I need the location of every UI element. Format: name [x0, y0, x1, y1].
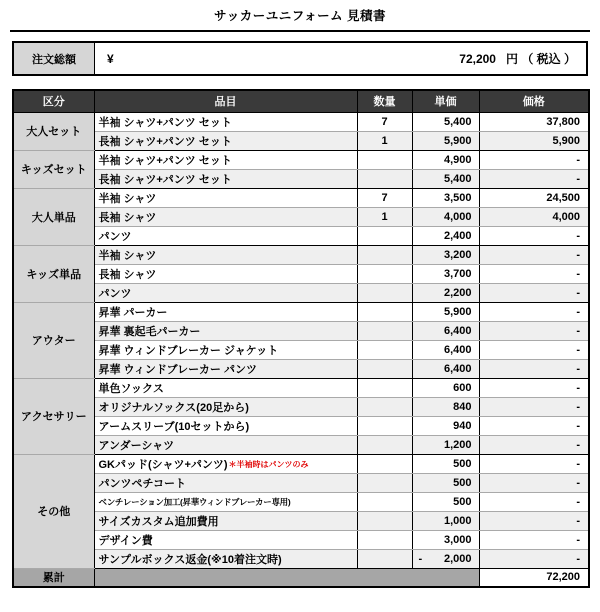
- sum-spacer: [94, 568, 479, 587]
- qty-cell: [357, 378, 412, 397]
- unit-price-cell: [412, 435, 479, 454]
- price-cell: -: [479, 340, 589, 359]
- unit-price-value: 3,500: [443, 191, 472, 204]
- unit-price-cell: [412, 302, 479, 321]
- category-cell: その他: [13, 454, 94, 568]
- item-name: パンツペチコート: [98, 477, 187, 490]
- item-note: ＊半袖時はパンツのみ: [228, 459, 309, 469]
- item-cell: [94, 264, 357, 283]
- unit-price-value: 3,000: [443, 533, 472, 546]
- category-cell: 大人単品: [13, 188, 94, 245]
- qty-cell: [357, 454, 412, 473]
- unit-price-value: 500: [453, 476, 472, 489]
- unit-price-cell: [412, 226, 479, 245]
- table-row: [13, 169, 589, 188]
- item-name: 半袖 シャツ: [98, 249, 157, 262]
- item-name: 単色ソックス: [98, 382, 164, 395]
- unit-price-value: 5,900: [443, 134, 472, 147]
- qty-cell: [357, 283, 412, 302]
- sum-row: [13, 568, 589, 587]
- table-row: [13, 188, 589, 207]
- header-category: 区分: [13, 90, 94, 112]
- item-name: 半袖 シャツ+パンツ セット: [98, 116, 232, 129]
- qty-cell: [357, 530, 412, 549]
- item-name: 長袖 シャツ: [98, 268, 157, 281]
- qty-cell: [357, 264, 412, 283]
- item-cell: [94, 511, 357, 530]
- unit-price-value: 2,000: [443, 552, 472, 565]
- quote-table: [12, 89, 590, 588]
- unit-price-cell: [412, 340, 479, 359]
- table-row: [13, 131, 589, 150]
- table-row: [13, 245, 589, 264]
- item-cell: [94, 340, 357, 359]
- unit-price-cell: [412, 283, 479, 302]
- qty-cell: 7: [357, 112, 412, 131]
- item-name: 長袖 シャツ+パンツ セット: [98, 173, 232, 186]
- item-name: 半袖 シャツ+パンツ セット: [98, 154, 232, 167]
- unit-price-value: 840: [453, 400, 472, 413]
- unit-price-cell: [412, 378, 479, 397]
- item-cell: [94, 549, 357, 568]
- qty-cell: [357, 169, 412, 188]
- item-cell: [94, 226, 357, 245]
- table-row: [13, 530, 589, 549]
- table-row: [13, 283, 589, 302]
- item-name: ベンチレーション加工(昇華ウィンドブレーカー専用): [98, 496, 291, 507]
- price-cell: 37,800: [479, 112, 589, 131]
- unit-price-value: 500: [453, 457, 472, 470]
- table-row: [13, 150, 589, 169]
- unit-price-cell: [412, 169, 479, 188]
- unit-price-value: 5,400: [443, 115, 472, 128]
- category-cell: アウター: [13, 302, 94, 378]
- unit-price-cell: [412, 188, 479, 207]
- header-unit-price: 単価: [412, 90, 479, 112]
- unit-price-cell: [412, 511, 479, 530]
- category-cell: キッズセット: [13, 150, 94, 188]
- qty-cell: [357, 397, 412, 416]
- item-name: アンダーシャツ: [98, 439, 175, 452]
- item-name: デザイン費: [98, 534, 153, 547]
- price-cell: -: [479, 321, 589, 340]
- order-total-body: [95, 43, 586, 74]
- qty-cell: [357, 492, 412, 511]
- item-cell: [94, 302, 357, 321]
- category-cell: 大人セット: [13, 112, 94, 150]
- price-cell: -: [479, 150, 589, 169]
- qty-cell: [357, 302, 412, 321]
- qty-cell: [357, 226, 412, 245]
- price-cell: 5,900: [479, 131, 589, 150]
- item-name: 長袖 シャツ: [98, 211, 157, 224]
- unit-price-cell: [412, 112, 479, 131]
- price-cell: -: [479, 169, 589, 188]
- price-cell: -: [479, 397, 589, 416]
- header-qty: 数量: [357, 90, 412, 112]
- unit-price-value: 6,400: [443, 343, 472, 356]
- qty-cell: [357, 511, 412, 530]
- table-row: [13, 454, 589, 473]
- unit-price-value: 2,400: [443, 229, 472, 242]
- price-cell: -: [479, 283, 589, 302]
- qty-cell: 1: [357, 131, 412, 150]
- title-underline: [10, 30, 590, 32]
- price-cell: -: [479, 226, 589, 245]
- unit-price-value: 2,200: [443, 286, 472, 299]
- item-cell: [94, 435, 357, 454]
- item-cell: [94, 188, 357, 207]
- table-row: [13, 302, 589, 321]
- item-name: サイズカスタム追加費用: [98, 515, 219, 528]
- item-name: 昇華 パーカー: [98, 306, 168, 319]
- page-title: サッカーユニフォーム 見積書: [213, 9, 387, 23]
- unit-price-value: 1,200: [443, 438, 472, 451]
- item-cell: [94, 492, 357, 511]
- item-cell: [94, 530, 357, 549]
- qty-cell: [357, 245, 412, 264]
- order-total-amount: 72,200: [459, 51, 496, 66]
- item-name: パンツ: [98, 230, 132, 243]
- unit-price-value: 3,200: [443, 248, 472, 261]
- unit-price-cell: [412, 321, 479, 340]
- unit-price-cell: [412, 549, 479, 568]
- minus-sign: -: [418, 552, 423, 565]
- table-row: [13, 207, 589, 226]
- item-name: 長袖 シャツ+パンツ セット: [98, 135, 232, 148]
- price-cell: -: [479, 302, 589, 321]
- unit-price-cell: [412, 397, 479, 416]
- quote-table-footer: [13, 568, 589, 587]
- qty-cell: [357, 473, 412, 492]
- unit-price-value: 5,400: [443, 172, 472, 185]
- unit-price-value: 6,400: [443, 324, 472, 337]
- sum-label: 累計: [13, 568, 94, 587]
- quote-table-header: [13, 90, 589, 112]
- price-cell: -: [479, 378, 589, 397]
- price-cell: -: [479, 264, 589, 283]
- item-cell: [94, 359, 357, 378]
- unit-price-value: 4,000: [443, 210, 472, 223]
- unit-price-cell: [412, 473, 479, 492]
- unit-price-cell: [412, 131, 479, 150]
- qty-cell: [357, 150, 412, 169]
- currency-symbol: ¥: [107, 51, 114, 66]
- item-cell: [94, 112, 357, 131]
- price-cell: 24,500: [479, 188, 589, 207]
- unit-price-cell: [412, 530, 479, 549]
- unit-price-value: 3,700: [443, 267, 472, 280]
- item-cell: [94, 454, 357, 473]
- unit-price-value: 500: [453, 495, 472, 508]
- item-cell: [94, 321, 357, 340]
- price-cell: -: [479, 435, 589, 454]
- item-name: パンツ: [98, 287, 132, 300]
- price-cell: -: [479, 549, 589, 568]
- unit-price-cell: [412, 454, 479, 473]
- unit-price-cell: [412, 264, 479, 283]
- item-name: GKパッド(シャツ+パンツ): [98, 458, 228, 471]
- qty-cell: [357, 340, 412, 359]
- header-price: 価格: [479, 90, 589, 112]
- price-cell: 4,000: [479, 207, 589, 226]
- qty-cell: [357, 359, 412, 378]
- unit-price-value: 600: [453, 381, 472, 394]
- table-row: [13, 511, 589, 530]
- qty-cell: [357, 321, 412, 340]
- table-row: [13, 112, 589, 131]
- item-name: 昇華 ウィンドブレーカー パンツ: [98, 363, 257, 376]
- quote-table-body: [13, 112, 589, 568]
- unit-price-cell: [412, 416, 479, 435]
- price-cell: -: [479, 416, 589, 435]
- table-row: [13, 416, 589, 435]
- price-cell: -: [479, 454, 589, 473]
- order-total-box: [12, 41, 588, 76]
- order-total-label: 注文総額: [14, 43, 95, 74]
- table-row: [13, 378, 589, 397]
- table-row: [13, 397, 589, 416]
- unit-price-cell: [412, 245, 479, 264]
- unit-price-value: 940: [453, 419, 472, 432]
- item-name: 半袖 シャツ: [98, 192, 157, 205]
- item-name: アームスリーブ(10セットから): [98, 420, 250, 433]
- item-name: サンプルボックス返金(※10着注文時): [98, 553, 282, 566]
- item-cell: [94, 283, 357, 302]
- qty-cell: [357, 416, 412, 435]
- sum-total-value: 72,200: [479, 568, 589, 587]
- unit-price-value: 5,900: [443, 305, 472, 318]
- item-name: オリジナルソックス(20足から): [98, 401, 249, 414]
- item-cell: [94, 245, 357, 264]
- qty-cell: 7: [357, 188, 412, 207]
- item-cell: [94, 131, 357, 150]
- item-cell: [94, 416, 357, 435]
- unit-price-cell: [412, 150, 479, 169]
- qty-cell: 1: [357, 207, 412, 226]
- unit-price-value: 6,400: [443, 362, 472, 375]
- table-row: [13, 340, 589, 359]
- table-row: [13, 321, 589, 340]
- price-cell: -: [479, 245, 589, 264]
- item-cell: [94, 473, 357, 492]
- table-row: [13, 226, 589, 245]
- qty-cell: [357, 549, 412, 568]
- item-cell: [94, 397, 357, 416]
- category-cell: アクセサリー: [13, 378, 94, 454]
- table-row: [13, 359, 589, 378]
- header-item: 品目: [94, 90, 357, 112]
- item-cell: [94, 378, 357, 397]
- price-cell: -: [479, 492, 589, 511]
- unit-price-value: 1,000: [443, 514, 472, 527]
- table-row: [13, 492, 589, 511]
- unit-price-cell: [412, 359, 479, 378]
- order-total-suffix: 円 （ 税込 ）: [505, 52, 576, 66]
- table-row: [13, 473, 589, 492]
- table-row: [13, 435, 589, 454]
- item-cell: [94, 207, 357, 226]
- unit-price-value: 4,900: [443, 153, 472, 166]
- category-cell: キッズ単品: [13, 245, 94, 302]
- item-cell: [94, 150, 357, 169]
- item-name: 昇華 裏起毛パーカー: [98, 325, 201, 338]
- unit-price-cell: [412, 492, 479, 511]
- qty-cell: [357, 435, 412, 454]
- item-name: 昇華 ウィンドブレーカー ジャケット: [98, 344, 279, 357]
- table-row: [13, 549, 589, 568]
- price-cell: -: [479, 530, 589, 549]
- price-cell: -: [479, 359, 589, 378]
- price-cell: -: [479, 511, 589, 530]
- price-cell: -: [479, 473, 589, 492]
- unit-price-cell: [412, 207, 479, 226]
- table-row: [13, 264, 589, 283]
- item-cell: [94, 169, 357, 188]
